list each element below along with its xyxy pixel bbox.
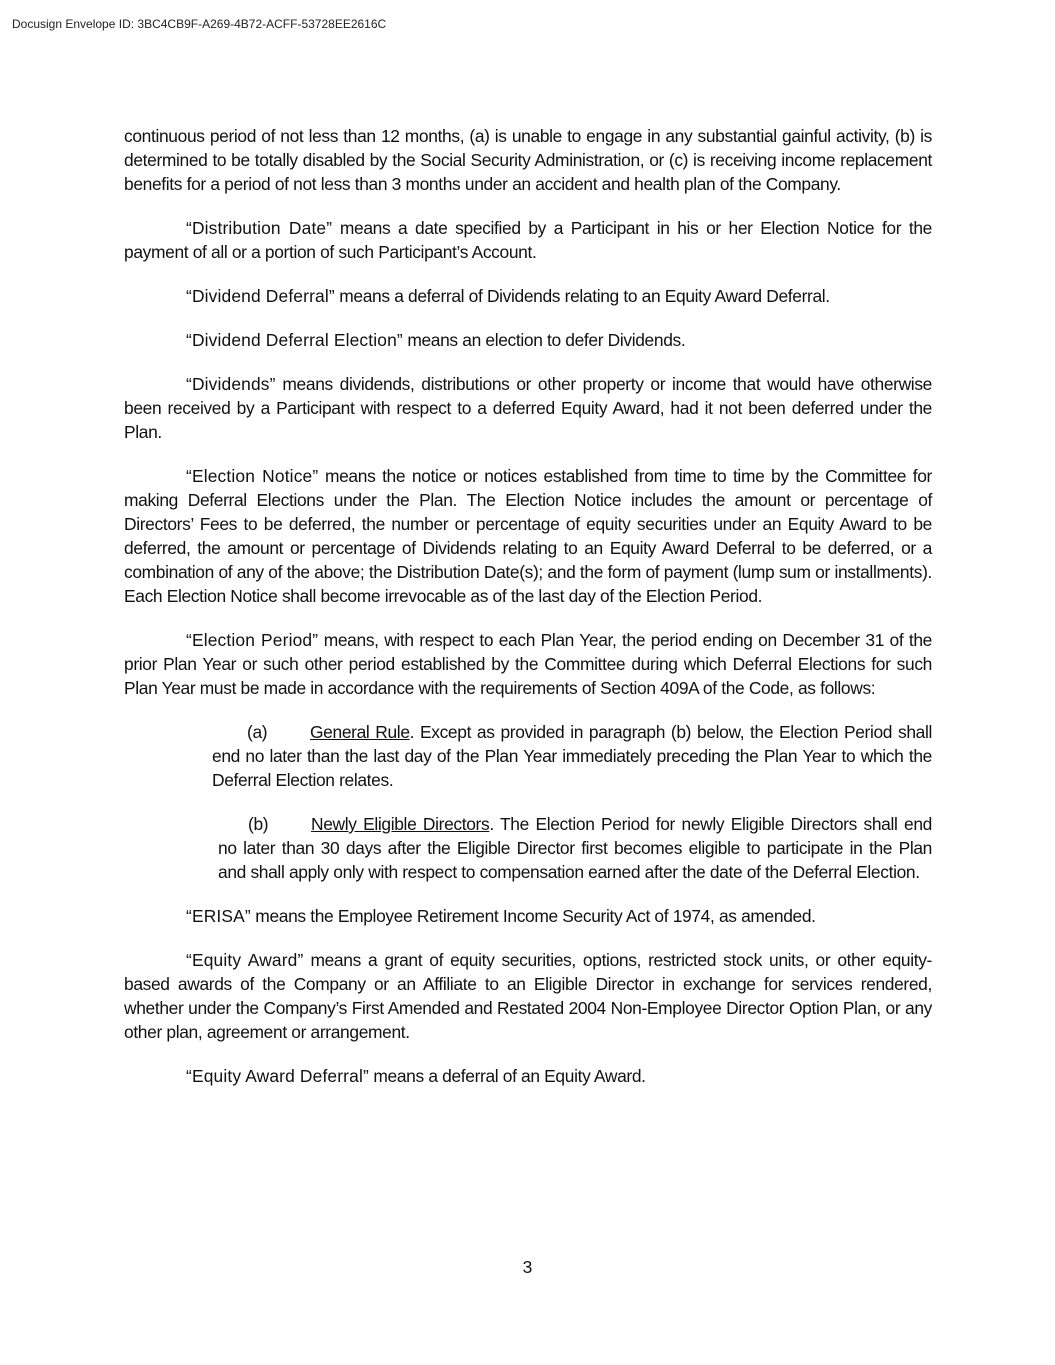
definition-dividend-deferral-election [124,328,932,352]
definition-equity-award [124,948,932,1044]
definition-text: means a deferral of an Equity Award. [368,1066,646,1086]
definition-election-period [124,628,932,700]
definition-erisa [124,904,932,928]
subparagraph-text: . Except as provided in paragraph (b) below, the Election Period shall end no later than the last day of the Plan Year immediately preceding the Plan Year to which the Deferral Election relates. [212,722,932,790]
defined-term: “Dividends” [186,374,276,394]
definition-text: means a deferral of Dividends relating to an Equity Award Deferral. [334,286,830,306]
definition-text: means a grant of equity securities, options, restricted stock units, or other equity-based awards of the Company or an Affiliate to an Eligible Director in exchange for services rendered, whether under the Company’s First Amended and Restated 2004 Non-Employee Director Option Plan, or any other plan, agreement or arrangement. [124,950,932,1042]
subparagraph-text: . The Election Period for newly Eligible Directors shall end no later than 30 days after the Eligible Director first becomes eligible to participate in the Plan and shall apply only with respect to compensation earned after the date of the Deferral Election. [218,814,932,882]
defined-term: “Distribution Date” [186,218,333,238]
definition-text: means the notice or notices established from time to time by the Committee for making Deferral Elections under the Plan. The Election Notice includes the amount or percentage of Directors’ Fees to be deferred, the number or percentage of equity securities under an Equity Award to be deferred, the amount or percentage of Dividends relating to an Equity Award Deferral to be deferred, or a combination of any of the above; the Distribution Date(s); and the form of payment (lump sum or installments). Each Election Notice shall become irrevocable as of the last day of the Election Period. [124,466,932,606]
document-body [124,124,932,1108]
definition-text: means a date specified by a Participant in his or her Election Notice for the payment of all or a portion of such Participant’s Account. [124,218,932,262]
page-number: 3 [522,1257,533,1277]
subparagraph-label: (b) [248,814,269,834]
defined-term: “Election Notice” [186,466,319,486]
defined-term: “Equity Award” [186,950,304,970]
definition-text: means, with respect to each Plan Year, the period ending on December 31 of the prior Plan Year or such other period established by the Committee during which Deferral Elections for such Plan Year must be made in accordance with the requirements of Section 409A of the Code, as follows: [124,630,932,698]
subparagraph-title: General Rule [310,722,410,742]
subparagraph-title: Newly Eligible Directors [311,814,490,834]
definition-equity-award-deferral [124,1064,932,1088]
subparagraph-label: (a) [247,722,268,742]
defined-term: “Election Period” [186,630,319,650]
defined-term: “Dividend Deferral Election” [186,330,403,350]
defined-term: “Dividend Deferral” [186,286,335,306]
subparagraph-general-rule [212,720,932,792]
definition-text: means dividends, distributions or other property or income that would have otherwise been received by a Participant with respect to a deferred Equity Award, had it not been deferred under the Plan. [124,374,932,442]
definition-dividends [124,372,932,444]
definition-election-notice [124,464,932,608]
definition-dividend-deferral [124,284,932,308]
definition-distribution-date [124,216,932,264]
defined-term: “Equity Award Deferral” [186,1066,369,1086]
definition-text: means the Employee Retirement Income Security Act of 1974, as amended. [250,906,816,926]
subparagraph-newly-eligible-directors [218,812,932,884]
defined-term: “ERISA” [186,906,251,926]
definition-text: means an election to defer Dividends. [402,330,686,350]
paragraph-disability-continued: continuous period of not less than 12 months, (a) is unable to engage in any substantial gainful activity, (b) is determined to be totally disabled by the Social Security Administration, or (c) is receiving income replacement benefits for a period of not less than 3 months under an accident and health plan of the Company. [124,126,932,194]
envelope-id: Docusign Envelope ID: 3BC4CB9F-A269-4B72-ACFF-53728EE2616C [12,17,387,31]
